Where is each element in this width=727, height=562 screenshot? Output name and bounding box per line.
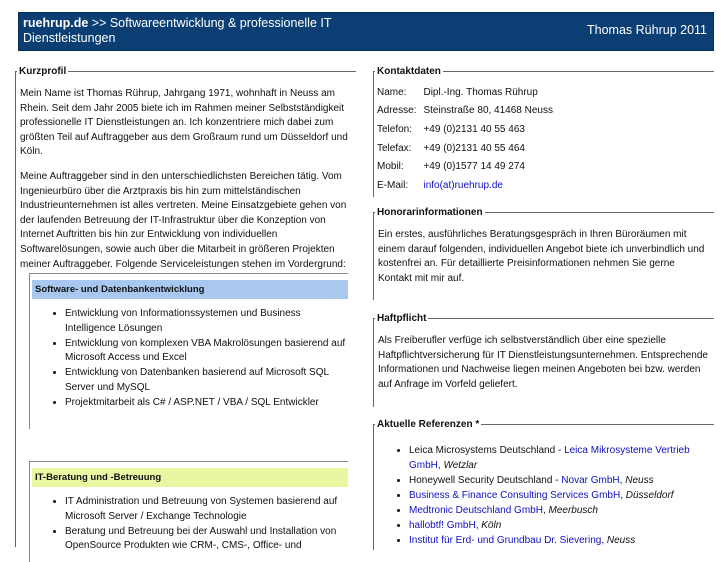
list-item: • IT Administration und Betreuung von Systemen basierend auf Microsoft Server / Exchange Technologie: [65, 495, 348, 524]
contact-value: +49 (0)2131 40 55 463: [423, 123, 525, 135]
reference-city: Neuss: [606, 535, 636, 547]
header-title: [23, 16, 383, 46]
kontakt-title: Kontaktdaten: [377, 66, 441, 77]
reference-link[interactable]: Leica Mikrosysteme Vertrieb GmbH: [409, 445, 690, 471]
brand-link[interactable]: ruehrup.de: [23, 16, 89, 30]
referenzen-panel: [373, 419, 714, 550]
reference-city: Neuss: [625, 474, 654, 486]
list-item: • Entwicklung von komplexen VBA Makrolösungen basierend auf Microsoft Access und Excel: [65, 337, 348, 366]
contact-label: Telefax:: [377, 142, 412, 154]
contact-label: Name:: [377, 86, 407, 98]
reference-city: Köln: [481, 519, 502, 531]
kurzprofil-paragraph-2: Meine Auftraggeber sind in den unterschiedlichsten Bereichen tätig. Vom Ingenieurbüro über die Arztpraxis bis hin zum mittelständischen Industrieunternehmen ist alles vertreten. Meine Einsatzgebiete gehen von der laufenden Betreuung der IT-Infrastruktur über die Konzeption von Internet Auftritten bis hin zur Entwicklung von individuellen Softwarelösungen, sowie auch über die Mitarbeit in größeren Projekten meiner Auftraggeber. Folgende Serviceleistungen stehen im Vordergrund:: [20, 170, 347, 270]
header-author: Thomas Rührup 2011: [587, 23, 707, 37]
it-list: [30, 495, 348, 554]
contact-row: [374, 102, 557, 121]
reference-name: Leica Microsystems Deutschland -: [409, 445, 565, 456]
kontakt-panel: [373, 66, 714, 197]
contact-row: [374, 83, 557, 102]
reference-item: • Business & Finance Consulting Services GmbH, Düsseldorf: [409, 489, 714, 504]
contact-value: +49 (0)1577 14 49 274: [423, 161, 525, 173]
email-link[interactable]: info(at)ruehrup.de: [423, 179, 503, 191]
reference-link[interactable]: Novar GmbH: [561, 474, 620, 486]
software-section-title: Software- und Datenbankentwicklung: [32, 280, 348, 299]
reference-list: [374, 444, 714, 549]
reference-city: Düsseldorf: [625, 489, 674, 501]
list-item: • Entwicklung von Datenbanken basierend auf Microsoft SQL Server und MySQL: [65, 366, 348, 395]
contact-value: +49 (0)2131 40 55 464: [423, 142, 525, 154]
reference-link[interactable]: Medtronic Deutschland GmbH: [409, 504, 543, 516]
reference-item: • hallobtf! GmbH, Köln: [409, 519, 714, 534]
list-item: • Entwicklung von Informationssystemen und Business Intelligence Lösungen: [65, 307, 348, 336]
software-section: [29, 273, 348, 429]
list-item: • Projektmitarbeit als C# / ASP.NET / VBA / SQL Entwickler: [65, 396, 348, 411]
contact-row: [374, 120, 557, 139]
contact-row: [374, 139, 557, 158]
contact-label: E-Mail:: [377, 179, 409, 191]
honorar-title: Honorarinformationen: [377, 207, 483, 218]
haftpflicht-text: Als Freiberufler verfüge ich selbstverständlich über eine spezielle Haftpflichtversicherung für IT Dienstleistungsunternehmen. Entsprechende Informationen und Nachweise liegen meinen Angeboten bei bzw. werden auf Anfrage im Vorfeld geliefert.: [378, 335, 708, 390]
contact-label: Adresse:: [377, 105, 417, 117]
reference-item: • Leica Microsystems Deutschland - Leica Mikrosysteme Vertrieb GmbH, Wetzlar: [409, 444, 714, 473]
kurzprofil-paragraph-1: Mein Name ist Thomas Rührup, Jahrgang 1971, wohnhaft in Neuss am Rhein. Seit dem Jahr 2005 biete ich im Rahmen meiner Selbstständigkeit professionelle IT Dienstleistungen an. Ich konzentriere mich dabei zum größten Teil auf Auftraggeber aus dem Großraum rund um Düsseldorf und Köln.: [20, 88, 348, 158]
contact-value: Dipl.-Ing. Thomas Rührup: [423, 86, 538, 98]
contact-table: [374, 83, 557, 195]
list-item: • Beratung und Betreuung bei der Auswahl und Installation von OpenSource Produkten wie CRM-, CMS-, Office- und: [65, 525, 348, 554]
contact-label: Mobil:: [377, 161, 404, 173]
honorar-text: Ein erstes, ausführliches Beratungsgespräch in Ihren Büroräumen mit einem darauf folgenden, individuellen Angebot biete ich unverbindlich und kostenfrei an. Für detaillierte Preisinformationen nehmen Sie gerne Kontakt mit mir auf.: [378, 229, 705, 284]
it-section: [29, 461, 348, 562]
honorar-panel: [373, 207, 714, 300]
reference-link[interactable]: Institut für Erd- und Grundbau Dr. Sievering: [409, 535, 602, 547]
contact-label: Telefon:: [377, 123, 413, 135]
software-list: [30, 307, 348, 411]
reference-name: Honeywell Security Deutschland -: [409, 474, 562, 486]
reference-item: • Medtronic Deutschland GmbH, Meerbusch: [409, 504, 714, 519]
contact-row: [374, 176, 557, 195]
it-section-title: IT-Beratung und -Betreuung: [32, 468, 348, 487]
haftpflicht-title: Haftpflicht: [377, 313, 427, 324]
reference-link[interactable]: hallobtf! GmbH: [409, 519, 476, 531]
contact-row: [374, 157, 557, 176]
referenzen-title: Aktuelle Referenzen *: [377, 419, 480, 430]
haftpflicht-panel: [373, 313, 714, 407]
site-header: [18, 12, 714, 51]
kurzprofil-panel: [15, 66, 356, 552]
reference-item: • Institut für Erd- und Grundbau Dr. Sievering, Neuss: [409, 534, 714, 549]
reference-city: Wetzlar: [443, 459, 478, 471]
reference-link[interactable]: Business & Finance Consulting Services GmbH: [409, 489, 621, 501]
contact-value: Steinstraße 80, 41468 Neuss: [423, 105, 553, 117]
reference-item: • Honeywell Security Deutschland - Novar GmbH, Neuss: [409, 474, 714, 489]
header-tagline: >> Softwareentwicklung & professionelle IT Dienstleistungen: [23, 16, 332, 45]
kurzprofil-title: Kurzprofil: [19, 66, 67, 77]
reference-city: Meerbusch: [548, 504, 598, 516]
